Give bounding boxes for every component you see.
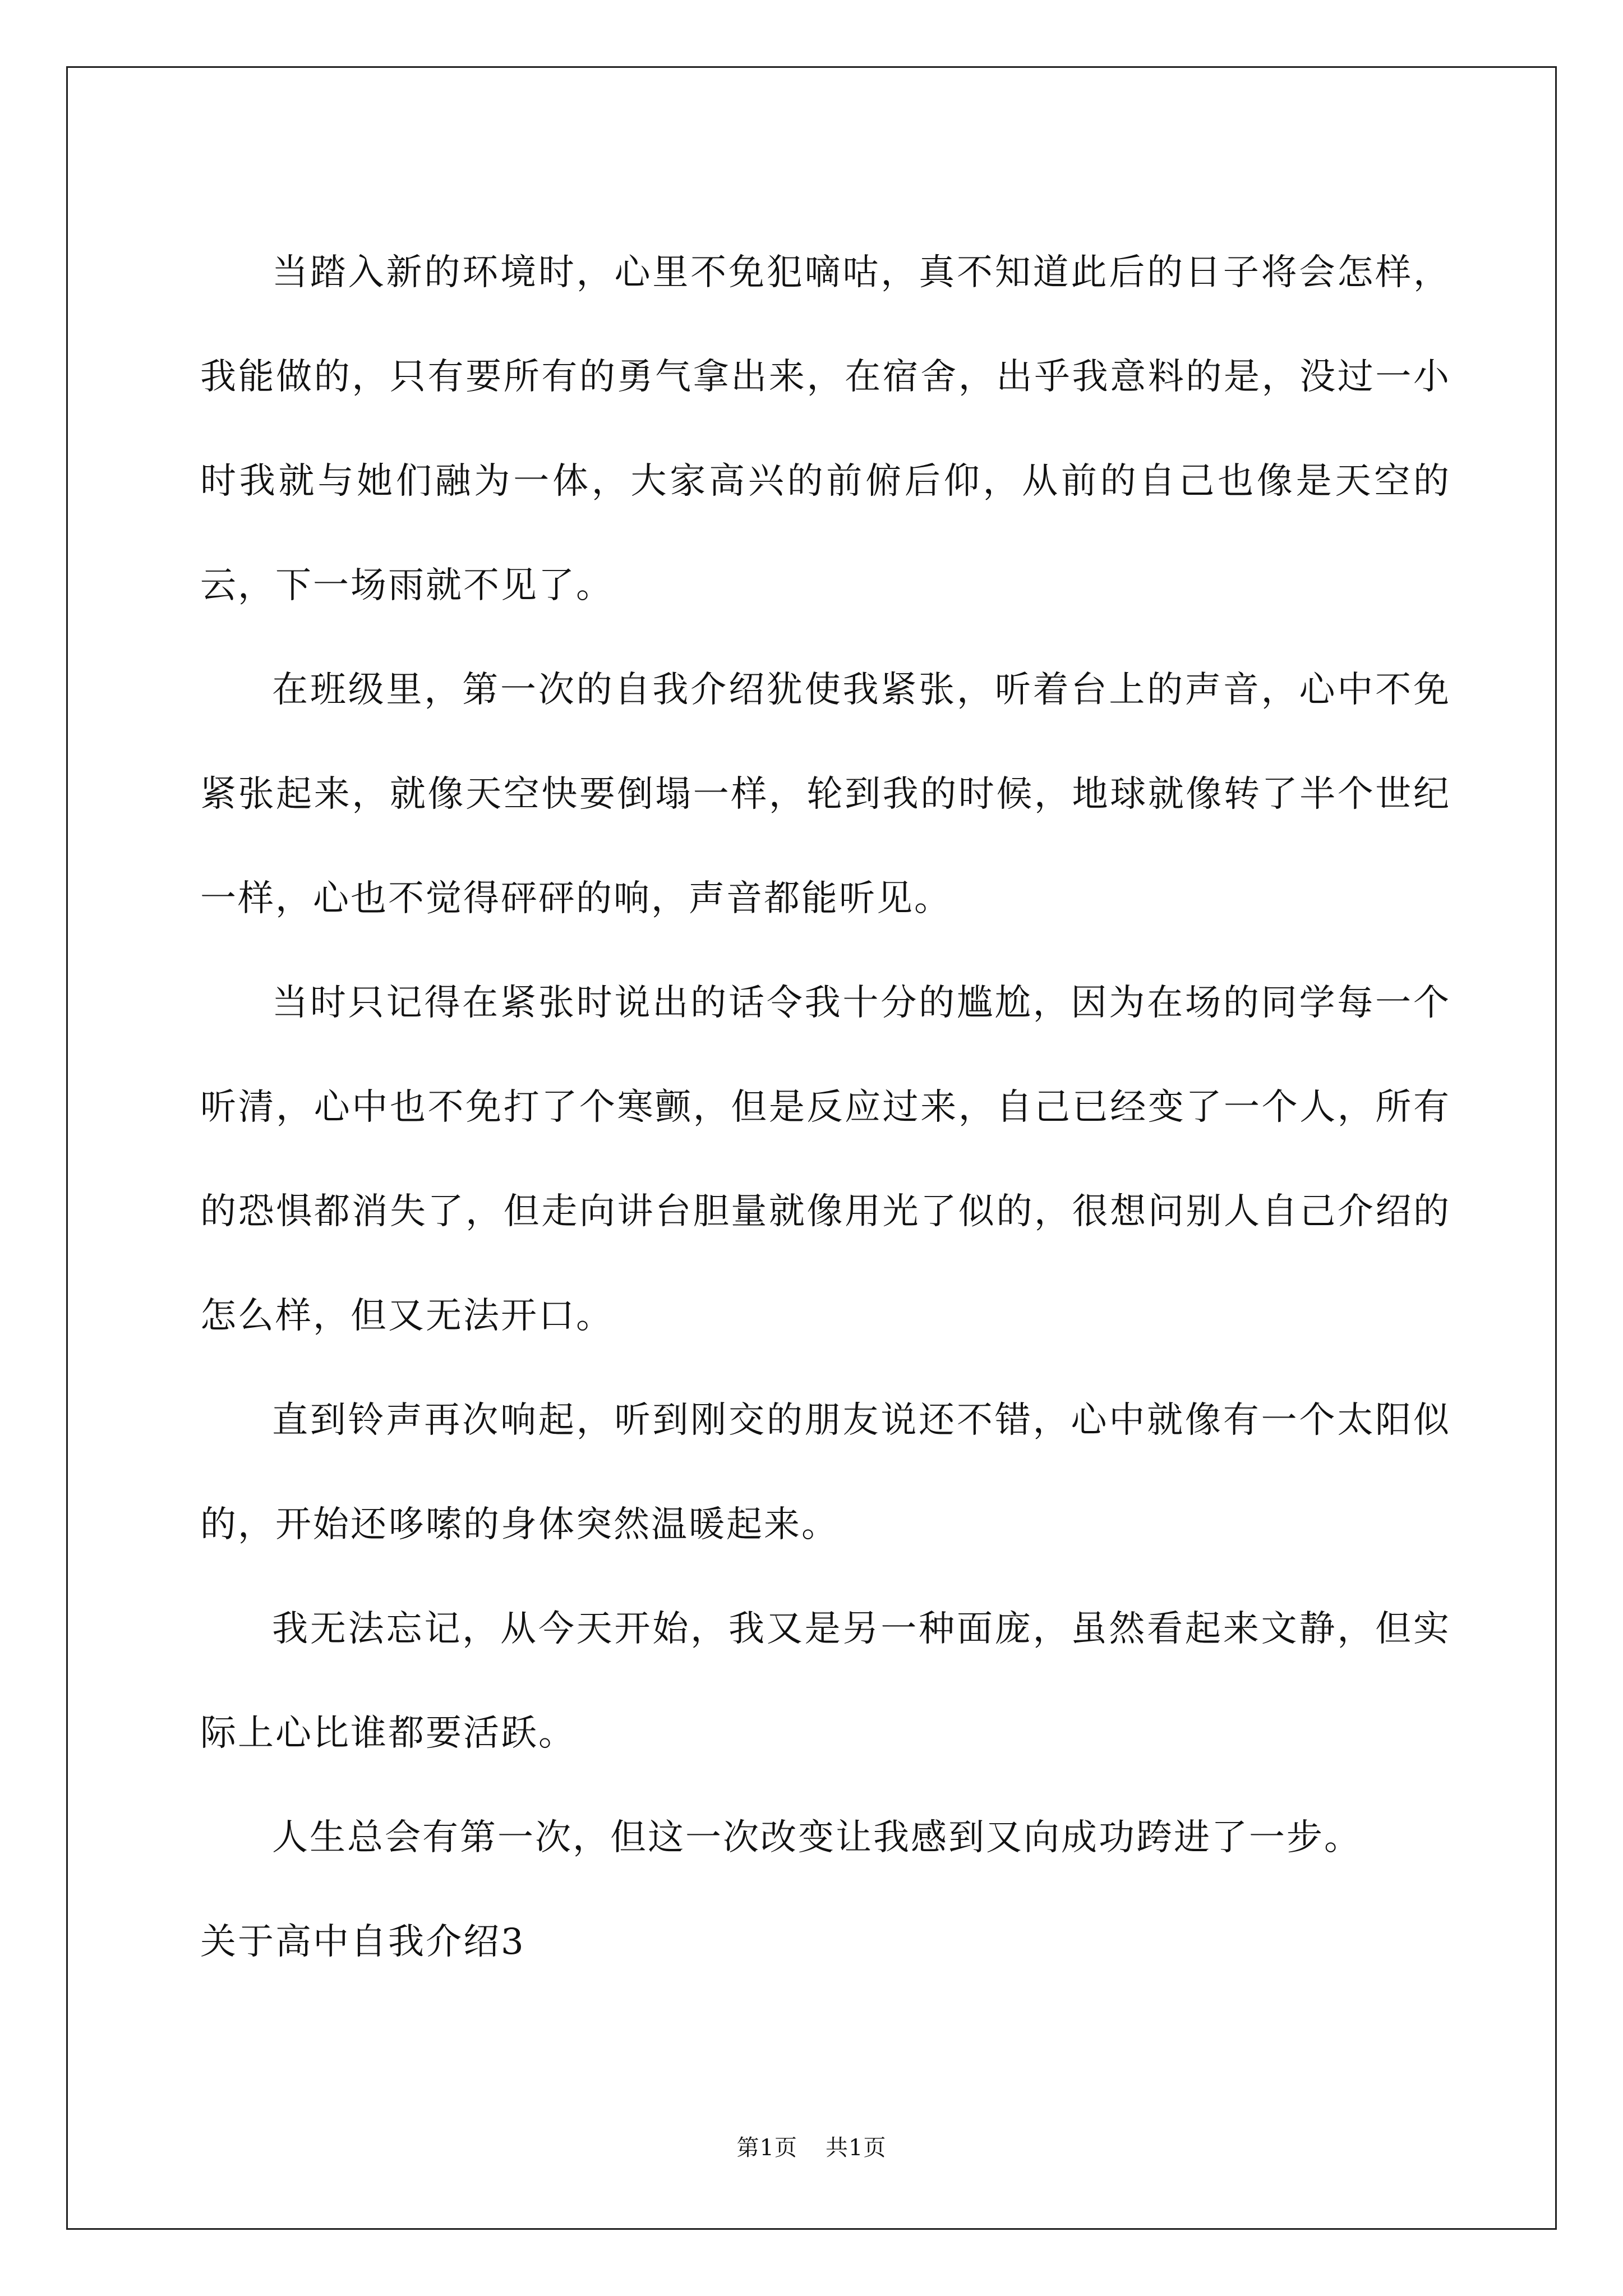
paragraph-3: 当时只记得在紧张时说出的话令我十分的尴尬，因为在场的同学每一个听清，心中也不免打了个寒颤，但是反应过来，自己已经变了一个人，所有的恐惧都消失了，但走向讲台胆量就像用光了似的，很想问别人自己介绍的怎么样，但又无法开口。 <box>200 982 1451 1337</box>
page-number-total: 共1页 <box>826 2135 887 2161</box>
paragraph-5: 我无法忘记，从今天开始，我又是另一种面庞，虽然看起来文静，但实际上心比谁都要活跃。 <box>200 1608 1451 1754</box>
paragraph-4: 直到铃声再次响起，听到刚交的朋友说还不错，心中就像有一个太阳似的，开始还哆嗦的身体突然温暖起来。 <box>200 1400 1451 1545</box>
paragraph-6: 人生总会有第一次，但这一次改变让我感到又向成功跨进了一步。 <box>272 1817 1362 1858</box>
document-body <box>200 220 1451 1994</box>
section-heading: 关于高中自我介绍3 <box>200 1921 525 1963</box>
paragraph-2: 在班级里，第一次的自我介绍犹使我紧张，听着台上的声音，心中不免紧张起来，就像天空快要倒塌一样，轮到我的时候，地球就像转了半个世纪一样，心也不觉得砰砰的响，声音都能听见。 <box>200 669 1451 919</box>
paragraph-1: 当踏入新的环境时，心里不免犯嘀咕，真不知道此后的日子将会怎样，我能做的，只有要所有的勇气拿出来，在宿舍，出乎我意料的是，没过一小时我就与她们融为一体，大家高兴的前俯后仰，从前的自己也像是天空的云，下一场雨就不见了。 <box>200 252 1451 606</box>
page-footer <box>0 2134 1623 2161</box>
page-number-current: 第1页 <box>736 2135 797 2161</box>
